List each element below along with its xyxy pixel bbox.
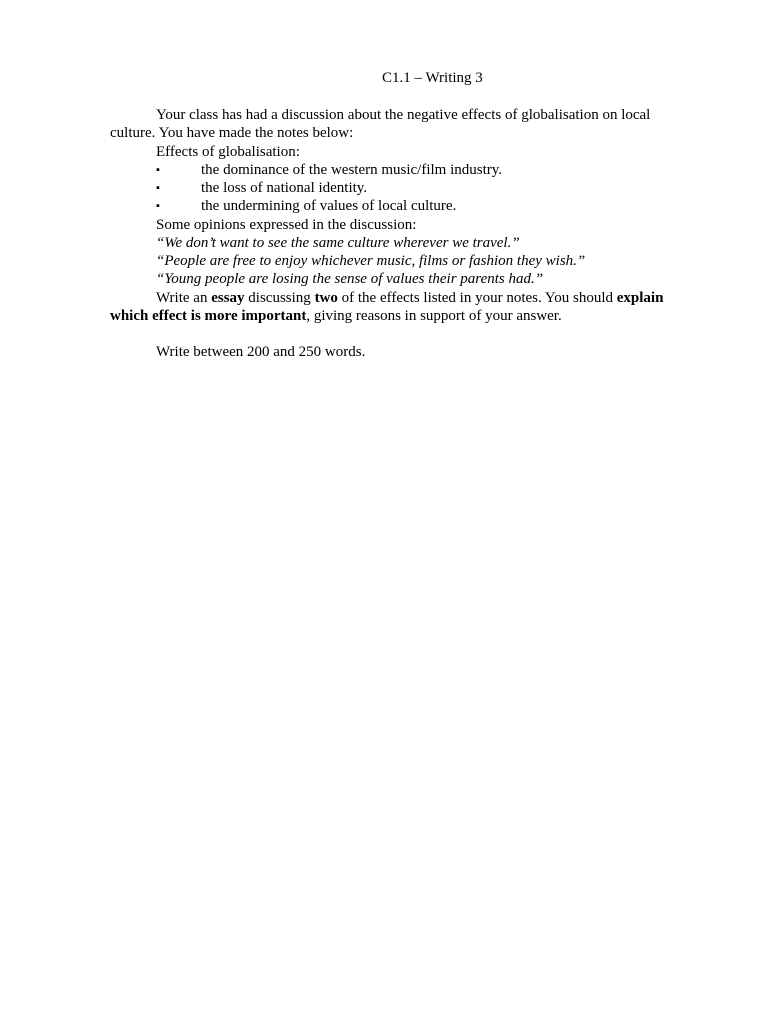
task-emphasis-instruction: explain which effect is more important bbox=[110, 289, 664, 324]
effect-item bbox=[110, 161, 686, 179]
bullet-icon: ▪ bbox=[156, 182, 160, 194]
opinion-quote: “Young people are losing the sense of values their parents had.” bbox=[156, 271, 544, 288]
effects-heading: Effects of globalisation: bbox=[156, 143, 300, 160]
task-text: Write an bbox=[156, 289, 212, 306]
task-text: , giving reasons in support of your answer. bbox=[306, 307, 562, 324]
task-paragraph bbox=[110, 289, 686, 326]
bullet-icon: ▪ bbox=[156, 163, 160, 176]
effect-text: the undermining of values of local culture. bbox=[201, 198, 457, 215]
task-emphasis-two: two bbox=[314, 289, 338, 306]
effect-text: the loss of national identity. bbox=[201, 180, 368, 196]
task-text: of the effects listed in your notes. You should bbox=[337, 289, 617, 306]
word-limit: Write between 200 and 250 words. bbox=[156, 344, 366, 361]
intro-paragraph: Your class has had a discussion about the negative effects of globalisation on local culture. You have made the notes below: bbox=[110, 107, 651, 142]
effect-item bbox=[110, 179, 686, 197]
blank-line bbox=[110, 325, 686, 343]
opinion-quote: “People are free to enjoy whichever music, films or fashion they wish.” bbox=[156, 253, 586, 269]
opinion-quote: “We don’t want to see the same culture wherever we travel.” bbox=[156, 234, 520, 251]
bullet-icon: ▪ bbox=[156, 200, 160, 213]
effect-item bbox=[110, 197, 686, 215]
task-emphasis-essay: essay bbox=[211, 289, 245, 306]
document-body bbox=[110, 106, 686, 362]
task-text: discussing bbox=[244, 289, 315, 306]
effect-text: the dominance of the western music/film industry. bbox=[201, 161, 503, 178]
opinions-heading: Some opinions expressed in the discussion: bbox=[156, 216, 417, 233]
document-title: C1.1 – Writing 3 bbox=[382, 70, 483, 86]
